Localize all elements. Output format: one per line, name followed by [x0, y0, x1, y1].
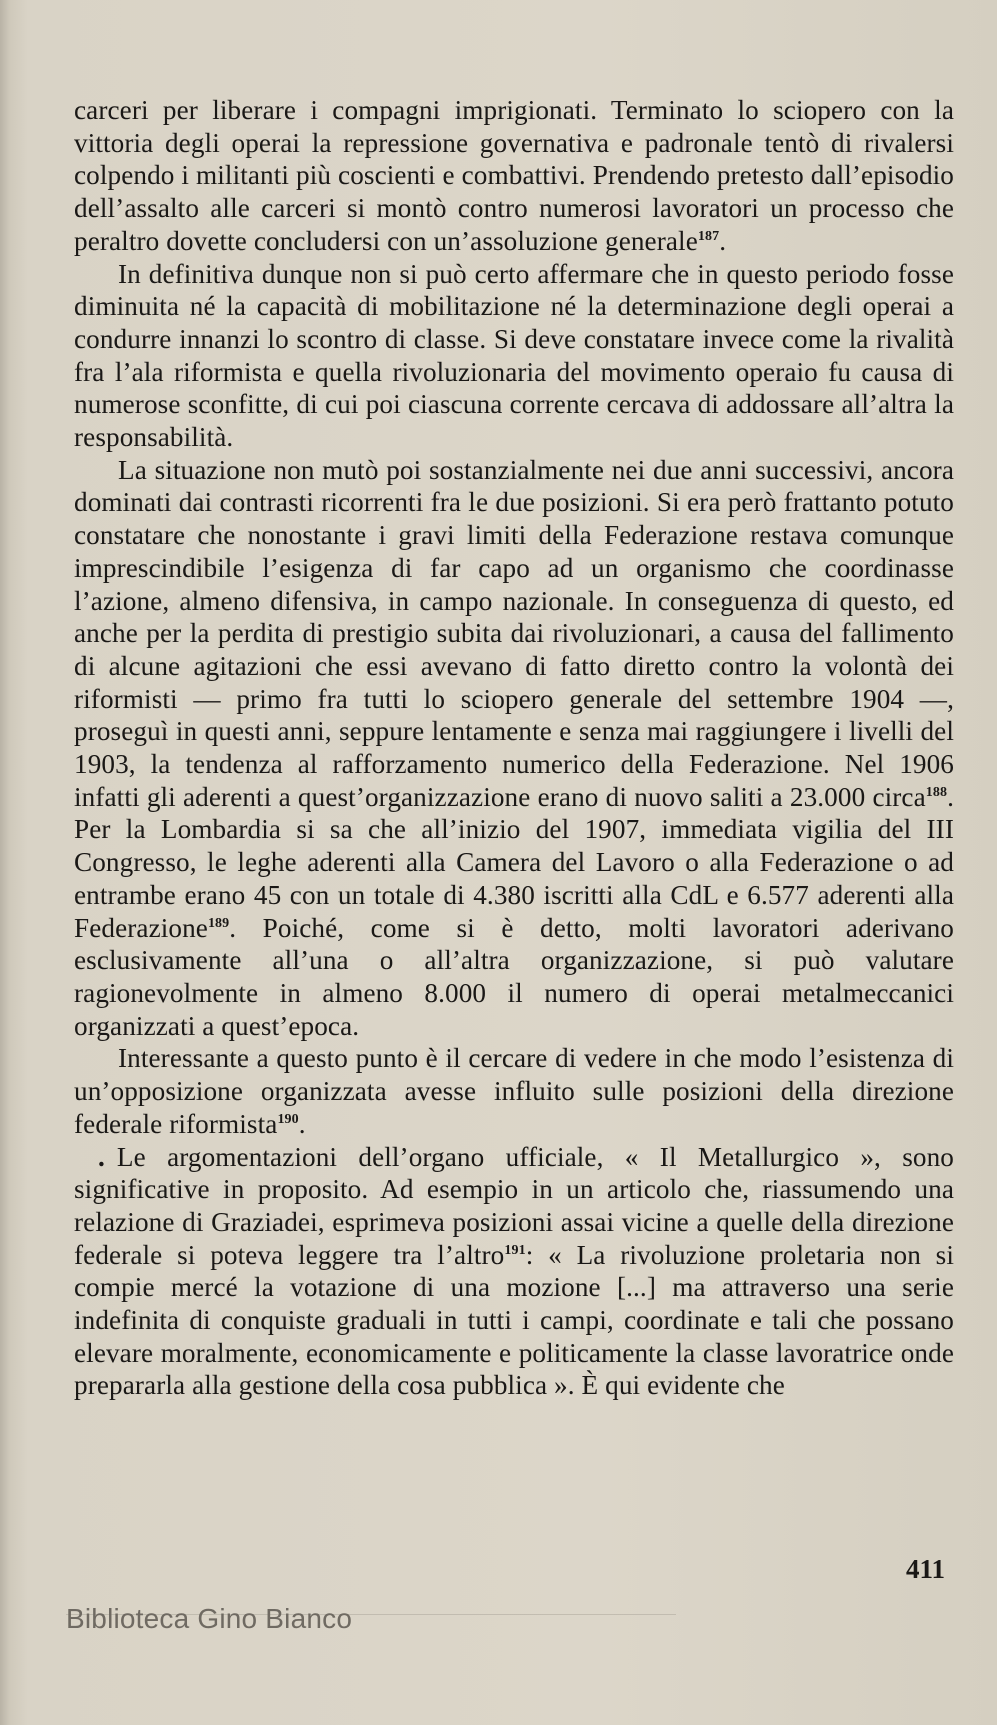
body-text [74, 94, 954, 1402]
stray-mark: . [98, 1141, 105, 1172]
paragraph-1-tail: . [719, 225, 727, 256]
paragraph-2-text: In definitiva dunque non si può certo affermare che in questo periodo fosse diminuita né la capacità di mobilitazione né la determinazione degli operai a condurre innanzi lo scontro di classe. Si deve constatare invece come la rivalità fra l’ala riformista e quella rivoluzionaria del movimento operaio fu causa di numerose sconfitte, di cui poi ciascuna corrente cercava di addossare all’altra la responsabilità. [74, 258, 954, 453]
paragraph-3-text-c: . Poiché, come si è detto, molti lavoratori aderivano esclusivamente all’una o all’altra organizzazione, si può valutare ragionevolmente in almeno 8.000 il numero di operai metalmeccanici organizzati a quest’epoca. [74, 912, 954, 1041]
paragraph-1 [74, 94, 954, 258]
paragraph-3-text-a: La situazione non mutò poi sostanzialmente nei due anni successivi, ancora dominati dai contrasti ricorrenti fra le due posizioni. Si era però frattanto potuto constatare che nonostante i gravi limiti della Federazione restava comunque imprescindibile l’esigenza di far capo ad un organismo che coordinasse l’azione, almeno difensiva, in campo nazionale. In conseguenza di questo, ed anche per la perdita di prestigio subita dai rivoluzionari, a causa del fallimento di alcune agitazioni che essi avevano di fatto diretto contro la volontà dei riformisti — primo fra tutti lo sciopero generale del settembre 1904 —, proseguì in questi anni, seppure lentamente e senza mai raggiungere i livelli del 1903, la tendenza al rafforzamento numerico della Federazione. Nel 1906 infatti gli aderenti a quest’organizzazione erano di nuovo saliti a 23.000 circa [74, 454, 954, 812]
footnote-ref-188: 188 [925, 784, 948, 800]
library-watermark: Biblioteca Gino Bianco [66, 1603, 353, 1634]
paragraph-5-text: Le argomentazioni dell’organo ufficiale, « Il Metallurgico », sono significative in proposito. Ad esempio in un articolo che, riassumendo una relazione di Graziadei, esprimeva posizioni assai vicine a quelle della direzione federale si poteva leggere tra l’altro [74, 1141, 954, 1270]
footnote-ref-190: 190 [277, 1111, 299, 1127]
paragraph-1-text: carceri per liberare i compagni imprigionati. Terminato lo sciopero con la vittoria degli operai la repressione governativa e padronale tentò di rivalersi colpendo i militanti più coscienti e combattivi. Prendendo pretesto dall’episodio dell’assalto alle carceri si montò contro numerosi lavoratori un processo che peraltro dovette concludersi con un’assoluzione generale [74, 95, 954, 256]
paragraph-5 [74, 1141, 954, 1403]
footnote-ref-187: 187 [697, 228, 720, 244]
paragraph-3-text-b: . Per la Lombardia si sa che all’inizio del 1907, immediata vigilia del III Congresso, le leghe aderenti alla Camera del Lavoro o alla Federazione o ad entrambe erano 45 con un totale di 4.380 iscritti alla CdL e 6.577 aderenti alla Federazione [74, 781, 954, 943]
footnote-ref-189: 189 [207, 915, 230, 931]
page-number: 411 [905, 1554, 945, 1584]
paragraph-4-text: Interessante a questo punto è il cercare di vedere in che modo l’esistenza di un’opposizione organizzata avesse influito sulle posizioni della direzione federale riformista [74, 1043, 954, 1139]
paragraph-5-tail: : « La rivoluzione proletaria non si compie mercé la votazione di una mozione [...] ma attraverso una serie indefinita di conquiste graduali in tutti i campi, coordinate e tali che possano elevare moralmente, economicamente e politicamente la classe lavoratrice onde prepararla alla gestione della cosa pubblica ». È qui evidente che [74, 1239, 955, 1401]
paragraph-4-tail: . [298, 1108, 306, 1139]
paragraph-2 [74, 258, 954, 454]
paragraph-3 [74, 454, 954, 1043]
footnote-ref-191: 191 [504, 1242, 526, 1258]
paragraph-4 [74, 1042, 954, 1140]
